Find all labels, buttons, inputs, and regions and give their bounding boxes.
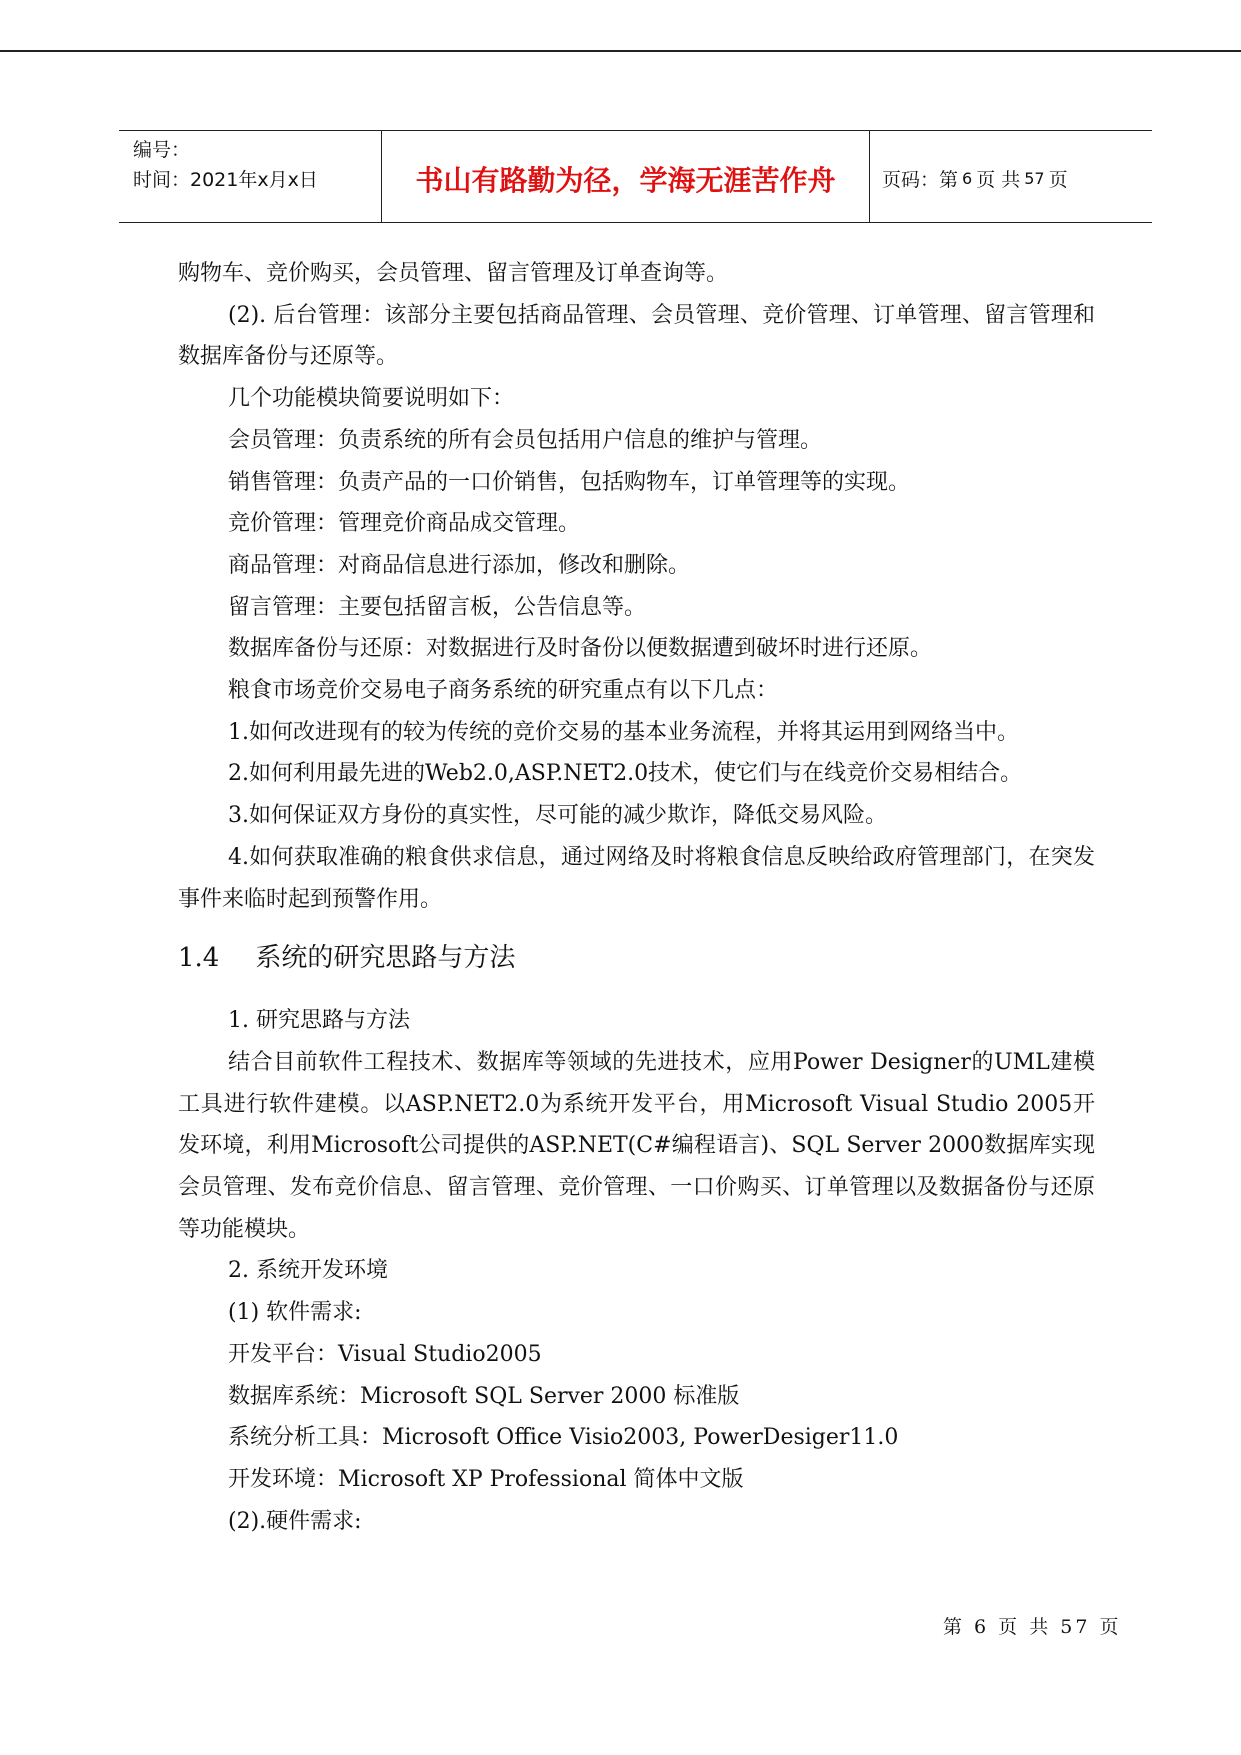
page-mid: 页 共 — [976, 169, 1021, 191]
paragraph: 系统分析工具：Microsoft Office Visio2003, PowerDesiger11.0 — [228, 1425, 899, 1451]
paragraph: 留言管理：主要包括留言板，公告信息等。 — [228, 594, 647, 620]
page-footer: 第 6 页 共 57 页 — [943, 1616, 1122, 1638]
subheading: 1. 研究思路与方法 — [228, 1008, 410, 1034]
paragraph: 结合目前软件工程技术、数据库等领域的先进技术，应用Power Designer的UML建模工具进行软件建模。以ASP.NET2.0为系统开发平台，用Microsoft Visual Studio 2005开发环境，利用Microsoft公司提供的ASP.NET(C#编程语言)、SQL Server 2000数据库实现会员管理、发布竞价信息、留言管理、竞价管理、一口价购买、订单管理以及数据备份与还原等功能模块。 — [178, 1049, 1095, 1242]
section-title: 系统的研究思路与方法 — [255, 943, 516, 974]
paragraph: 竞价管理：管理竞价商品成交管理。 — [228, 511, 581, 537]
page-suffix: 页 — [1048, 169, 1068, 191]
document-body — [178, 253, 1095, 1542]
subheading: (2).硬件需求: — [228, 1508, 362, 1534]
paragraph: 开发环境：Microsoft XP Professional 简体中文版 — [228, 1466, 744, 1492]
paragraph: 数据库系统：Microsoft SQL Server 2000 标准版 — [228, 1383, 740, 1409]
header-page-number — [870, 131, 1152, 222]
document-date: 时间：2021年x月x日 — [133, 169, 318, 191]
page-total: 57 — [1024, 169, 1045, 188]
page-current: 6 — [962, 169, 973, 188]
list-item: 2.如何利用最先进的Web2.0,ASP.NET2.0技术，使它们与在线竞价交易相结合。 — [228, 761, 1023, 787]
header-meta — [119, 131, 382, 222]
paragraph: 几个功能模块简要说明如下： — [228, 386, 515, 412]
section-number: 1.4 — [178, 943, 220, 974]
list-item: 3.如何保证双方身份的真实性，尽可能的减少欺诈，降低交易风险。 — [228, 803, 887, 829]
paragraph: 数据库备份与还原：对数据进行及时备份以便数据遭到破坏时进行还原。 — [228, 636, 933, 662]
paragraph: 销售管理：负责产品的一口价销售，包括购物车，订单管理等的实现。 — [228, 469, 911, 495]
header-motto: 书山有路勤为径，学海无涯苦作舟 — [382, 131, 870, 222]
top-rule — [0, 50, 1241, 52]
paragraph: 商品管理：对商品信息进行添加，修改和删除。 — [228, 552, 691, 578]
list-item: 4.如何获取准确的粮食供求信息，通过网络及时将粮食信息反映给政府管理部门，在突发事件来临时起到预警作用。 — [178, 844, 1095, 912]
paragraph: (2). 后台管理：该部分主要包括商品管理、会员管理、竞价管理、订单管理、留言管理和数据库备份与还原等。 — [178, 302, 1095, 370]
document-number-label: 编号： — [133, 139, 191, 161]
paragraph: 粮食市场竞价交易电子商务系统的研究重点有以下几点： — [228, 678, 779, 704]
page-header — [119, 130, 1152, 223]
paragraph: 开发平台：Visual Studio2005 — [228, 1341, 542, 1367]
section-heading — [178, 938, 1095, 978]
subheading: (1) 软件需求: — [228, 1300, 362, 1326]
paragraph: 会员管理：负责系统的所有会员包括用户信息的维护与管理。 — [228, 427, 823, 453]
list-item: 1.如何改进现有的较为传统的竞价交易的基本业务流程，并将其运用到网络当中。 — [228, 719, 1019, 745]
paragraph: 购物车、竞价购买，会员管理、留言管理及订单查询等。 — [178, 261, 729, 286]
subheading: 2. 系统开发环境 — [228, 1258, 388, 1284]
page-prefix: 页码：第 — [882, 169, 959, 191]
